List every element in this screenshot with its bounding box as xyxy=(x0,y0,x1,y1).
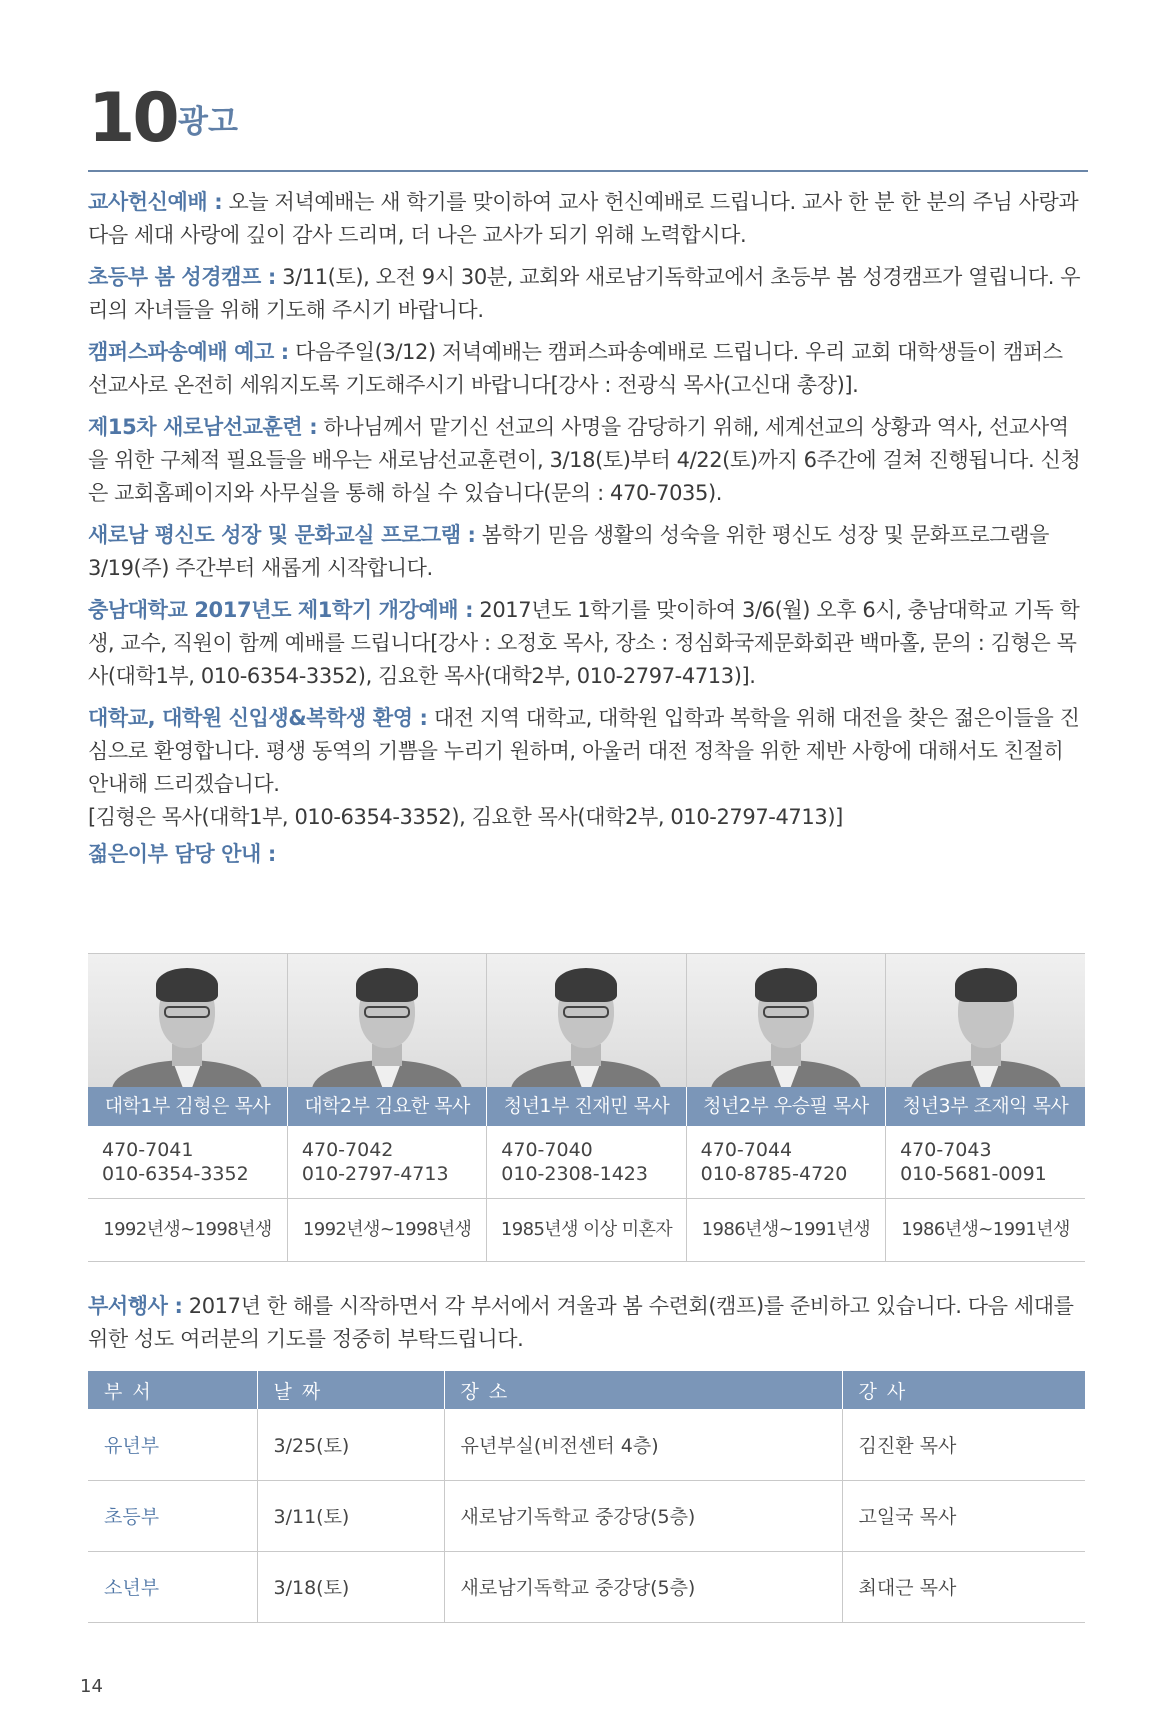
column-header: 부 서 xyxy=(88,1371,257,1409)
speaker-cell: 최대근 목사 xyxy=(842,1551,1085,1622)
mobile-phone: 010-2797-4713 xyxy=(301,1163,449,1185)
staff-age: 1985년생 이상 미혼자 xyxy=(487,1199,686,1262)
notice-label: 캠퍼스파송예배 예고 : xyxy=(88,340,289,364)
staff-photo-cell xyxy=(287,954,486,1088)
notice-label: 부서행사 : xyxy=(88,1294,183,1318)
notice-item xyxy=(88,594,1088,693)
date-cell: 3/18(토) xyxy=(257,1551,444,1622)
table-row xyxy=(88,1551,1085,1622)
office-phone: 470-7044 xyxy=(700,1139,793,1161)
date-cell: 3/11(토) xyxy=(257,1480,444,1551)
notice-item xyxy=(88,336,1088,402)
office-phone: 470-7043 xyxy=(900,1139,992,1161)
section-title: 광고 xyxy=(178,104,238,140)
notice-label: 교사헌신예배 : xyxy=(88,190,223,214)
staff-name: 대학2부 김요한 목사 xyxy=(287,1087,486,1126)
mobile-phone: 010-8785-4720 xyxy=(700,1163,848,1185)
notice-text: 2017년도 1학기를 맞이하여 3/6(월) 오후 6시, 충남대학교 기독 학생, 교수, 직원이 함께 예배를 드립니다[강사 : 오정호 목사, 장소 : 정심화국제문화회관 백마홀, 문의 : 김형은 목사(대학1부, 010-6354-3352), 김요한 목사(대학2부, 010-2797-4713)]. xyxy=(88,598,1080,688)
staff-age: 1992년생~1998년생 xyxy=(287,1199,486,1262)
notice-item xyxy=(88,1290,1088,1356)
notice-text: 대전 지역 대학교, 대학원 입학과 복학을 위해 대전을 찾은 젊은이들을 진심으로 환영합니다. 평생 동역의 기쁨을 누리기 원하며, 아울러 대전 정착을 위한 제반 사항에 대해서도 친절히 안내해 드리겠습니다. xyxy=(88,706,1080,796)
staff-phone-cell xyxy=(487,1126,686,1199)
notice-label: 새로남 평신도 성장 및 문화교실 프로그램 : xyxy=(88,523,476,547)
office-phone: 470-7041 xyxy=(102,1139,194,1161)
notice-item xyxy=(88,702,1088,834)
events-notice xyxy=(88,1290,1088,1365)
notice-text: 봄학기 믿음 생활의 성숙을 위한 평신도 성장 및 문화프로그램을 3/19(주) 주간부터 새롭게 시작합니다. xyxy=(88,523,1050,580)
notice-text: 오늘 저녁예배는 새 학기를 맞이하여 교사 헌신예배로 드립니다. 교사 한 분 한 분의 주님 사랑과 다음 세대 사랑에 깊이 감사 드리며, 더 나은 교사가 되기 위해 노력합시다. xyxy=(88,190,1079,247)
staff-name-row xyxy=(88,1087,1085,1126)
staff-name: 청년2부 우승필 목사 xyxy=(686,1087,885,1126)
speaker-cell: 고일국 목사 xyxy=(842,1480,1085,1551)
notice-text: 다음주일(3/12) 저녁예배는 캠퍼스파송예배로 드립니다. 우리 교회 대학생들이 캠퍼스 선교사로 온전히 세워지도록 기도해주시기 바랍니다[강사 : 전광식 목사(고신대 총장)]. xyxy=(88,340,1063,397)
table-row xyxy=(88,1409,1085,1480)
staff-photo-cell xyxy=(487,954,686,1088)
dept-cell: 소년부 xyxy=(88,1551,257,1622)
staff-portrait xyxy=(687,954,885,1087)
date-cell: 3/25(토) xyxy=(257,1409,444,1480)
place-cell: 새로남기독학교 중강당(5층) xyxy=(444,1480,842,1551)
notice-label: 초등부 봄 성경캠프 : xyxy=(88,265,276,289)
notice-text: 2017년 한 해를 시작하면서 각 부서에서 겨울과 봄 수련회(캠프)를 준비하고 있습니다. 다음 세대를 위한 성도 여러분의 기도를 정중히 부탁드립니다. xyxy=(88,1294,1074,1351)
mobile-phone: 010-6354-3352 xyxy=(102,1163,249,1185)
staff-portrait xyxy=(487,954,685,1087)
notice-item xyxy=(88,411,1088,510)
staff-photo-cell xyxy=(886,954,1085,1088)
office-phone: 470-7040 xyxy=(501,1139,593,1161)
staff-age: 1992년생~1998년생 xyxy=(88,1199,287,1262)
staff-name: 청년3부 조재익 목사 xyxy=(886,1087,1085,1126)
column-header: 날 짜 xyxy=(257,1371,444,1409)
column-header: 장 소 xyxy=(444,1371,842,1409)
page-header xyxy=(88,78,1088,172)
notice-label: 대학교, 대학원 신입생&복학생 환영 : xyxy=(88,706,428,730)
place-cell: 새로남기독학교 중강당(5층) xyxy=(444,1551,842,1622)
staff-portrait xyxy=(288,954,486,1087)
staff-phone-cell xyxy=(287,1126,486,1199)
table-row xyxy=(88,1480,1085,1551)
staff-section-title: 젊은이부 담당 안내 : xyxy=(88,842,276,866)
notice-item xyxy=(88,261,1088,327)
staff-age: 1986년생~1991년생 xyxy=(886,1199,1085,1262)
staff-phone-cell xyxy=(886,1126,1085,1199)
section-number: 10 xyxy=(88,79,177,158)
notice-list xyxy=(88,186,1088,871)
staff-table xyxy=(88,953,1085,1262)
staff-photo-row xyxy=(88,954,1085,1088)
events-header-row xyxy=(88,1371,1085,1409)
notice-item xyxy=(88,186,1088,252)
notice-item xyxy=(88,519,1088,585)
staff-photo-cell xyxy=(88,954,287,1088)
notice-contact: [김형은 목사(대학1부, 010-6354-3352), 김요한 목사(대학2부, 010-2797-4713)] xyxy=(88,805,843,829)
page-number: 14 xyxy=(80,1676,103,1697)
staff-name: 대학1부 김형은 목사 xyxy=(88,1087,287,1126)
staff-name: 청년1부 진재민 목사 xyxy=(487,1087,686,1126)
dept-cell: 유년부 xyxy=(88,1409,257,1480)
dept-cell: 초등부 xyxy=(88,1480,257,1551)
speaker-cell: 김진환 목사 xyxy=(842,1409,1085,1480)
staff-portrait xyxy=(886,954,1085,1087)
events-table xyxy=(88,1371,1085,1623)
staff-phone-cell xyxy=(686,1126,885,1199)
staff-phone-cell xyxy=(88,1126,287,1199)
notice-text: 하나님께서 맡기신 선교의 사명을 감당하기 위해, 세계선교의 상황과 역사, 선교사역을 위한 구체적 필요들을 배우는 새로남선교훈련이, 3/18(토)부터 4/22(토)까지 6주간에 걸쳐 진행됩니다. 신청은 교회홈페이지와 사무실을 통해 하실 수 있습니다(문의 : 470-7035). xyxy=(88,415,1081,505)
office-phone: 470-7042 xyxy=(301,1139,394,1161)
notice-label: 제15차 새로남선교훈련 : xyxy=(88,415,318,439)
notice-label: 충남대학교 2017년도 제1학기 개강예배 : xyxy=(88,598,474,622)
notice-text: 3/11(토), 오전 9시 30분, 교회와 새로남기독학교에서 초등부 봄 성경캠프가 열립니다. 우리의 자녀들을 위해 기도해 주시기 바랍니다. xyxy=(88,265,1081,322)
staff-photo-cell xyxy=(686,954,885,1088)
staff-age: 1986년생~1991년생 xyxy=(686,1199,885,1262)
place-cell: 유년부실(비전센터 4층) xyxy=(444,1409,842,1480)
staff-portrait xyxy=(88,954,287,1087)
column-header: 강 사 xyxy=(842,1371,1085,1409)
mobile-phone: 010-5681-0091 xyxy=(900,1163,1047,1185)
staff-age-row xyxy=(88,1199,1085,1262)
staff-phone-row xyxy=(88,1126,1085,1199)
mobile-phone: 010-2308-1423 xyxy=(501,1163,648,1185)
